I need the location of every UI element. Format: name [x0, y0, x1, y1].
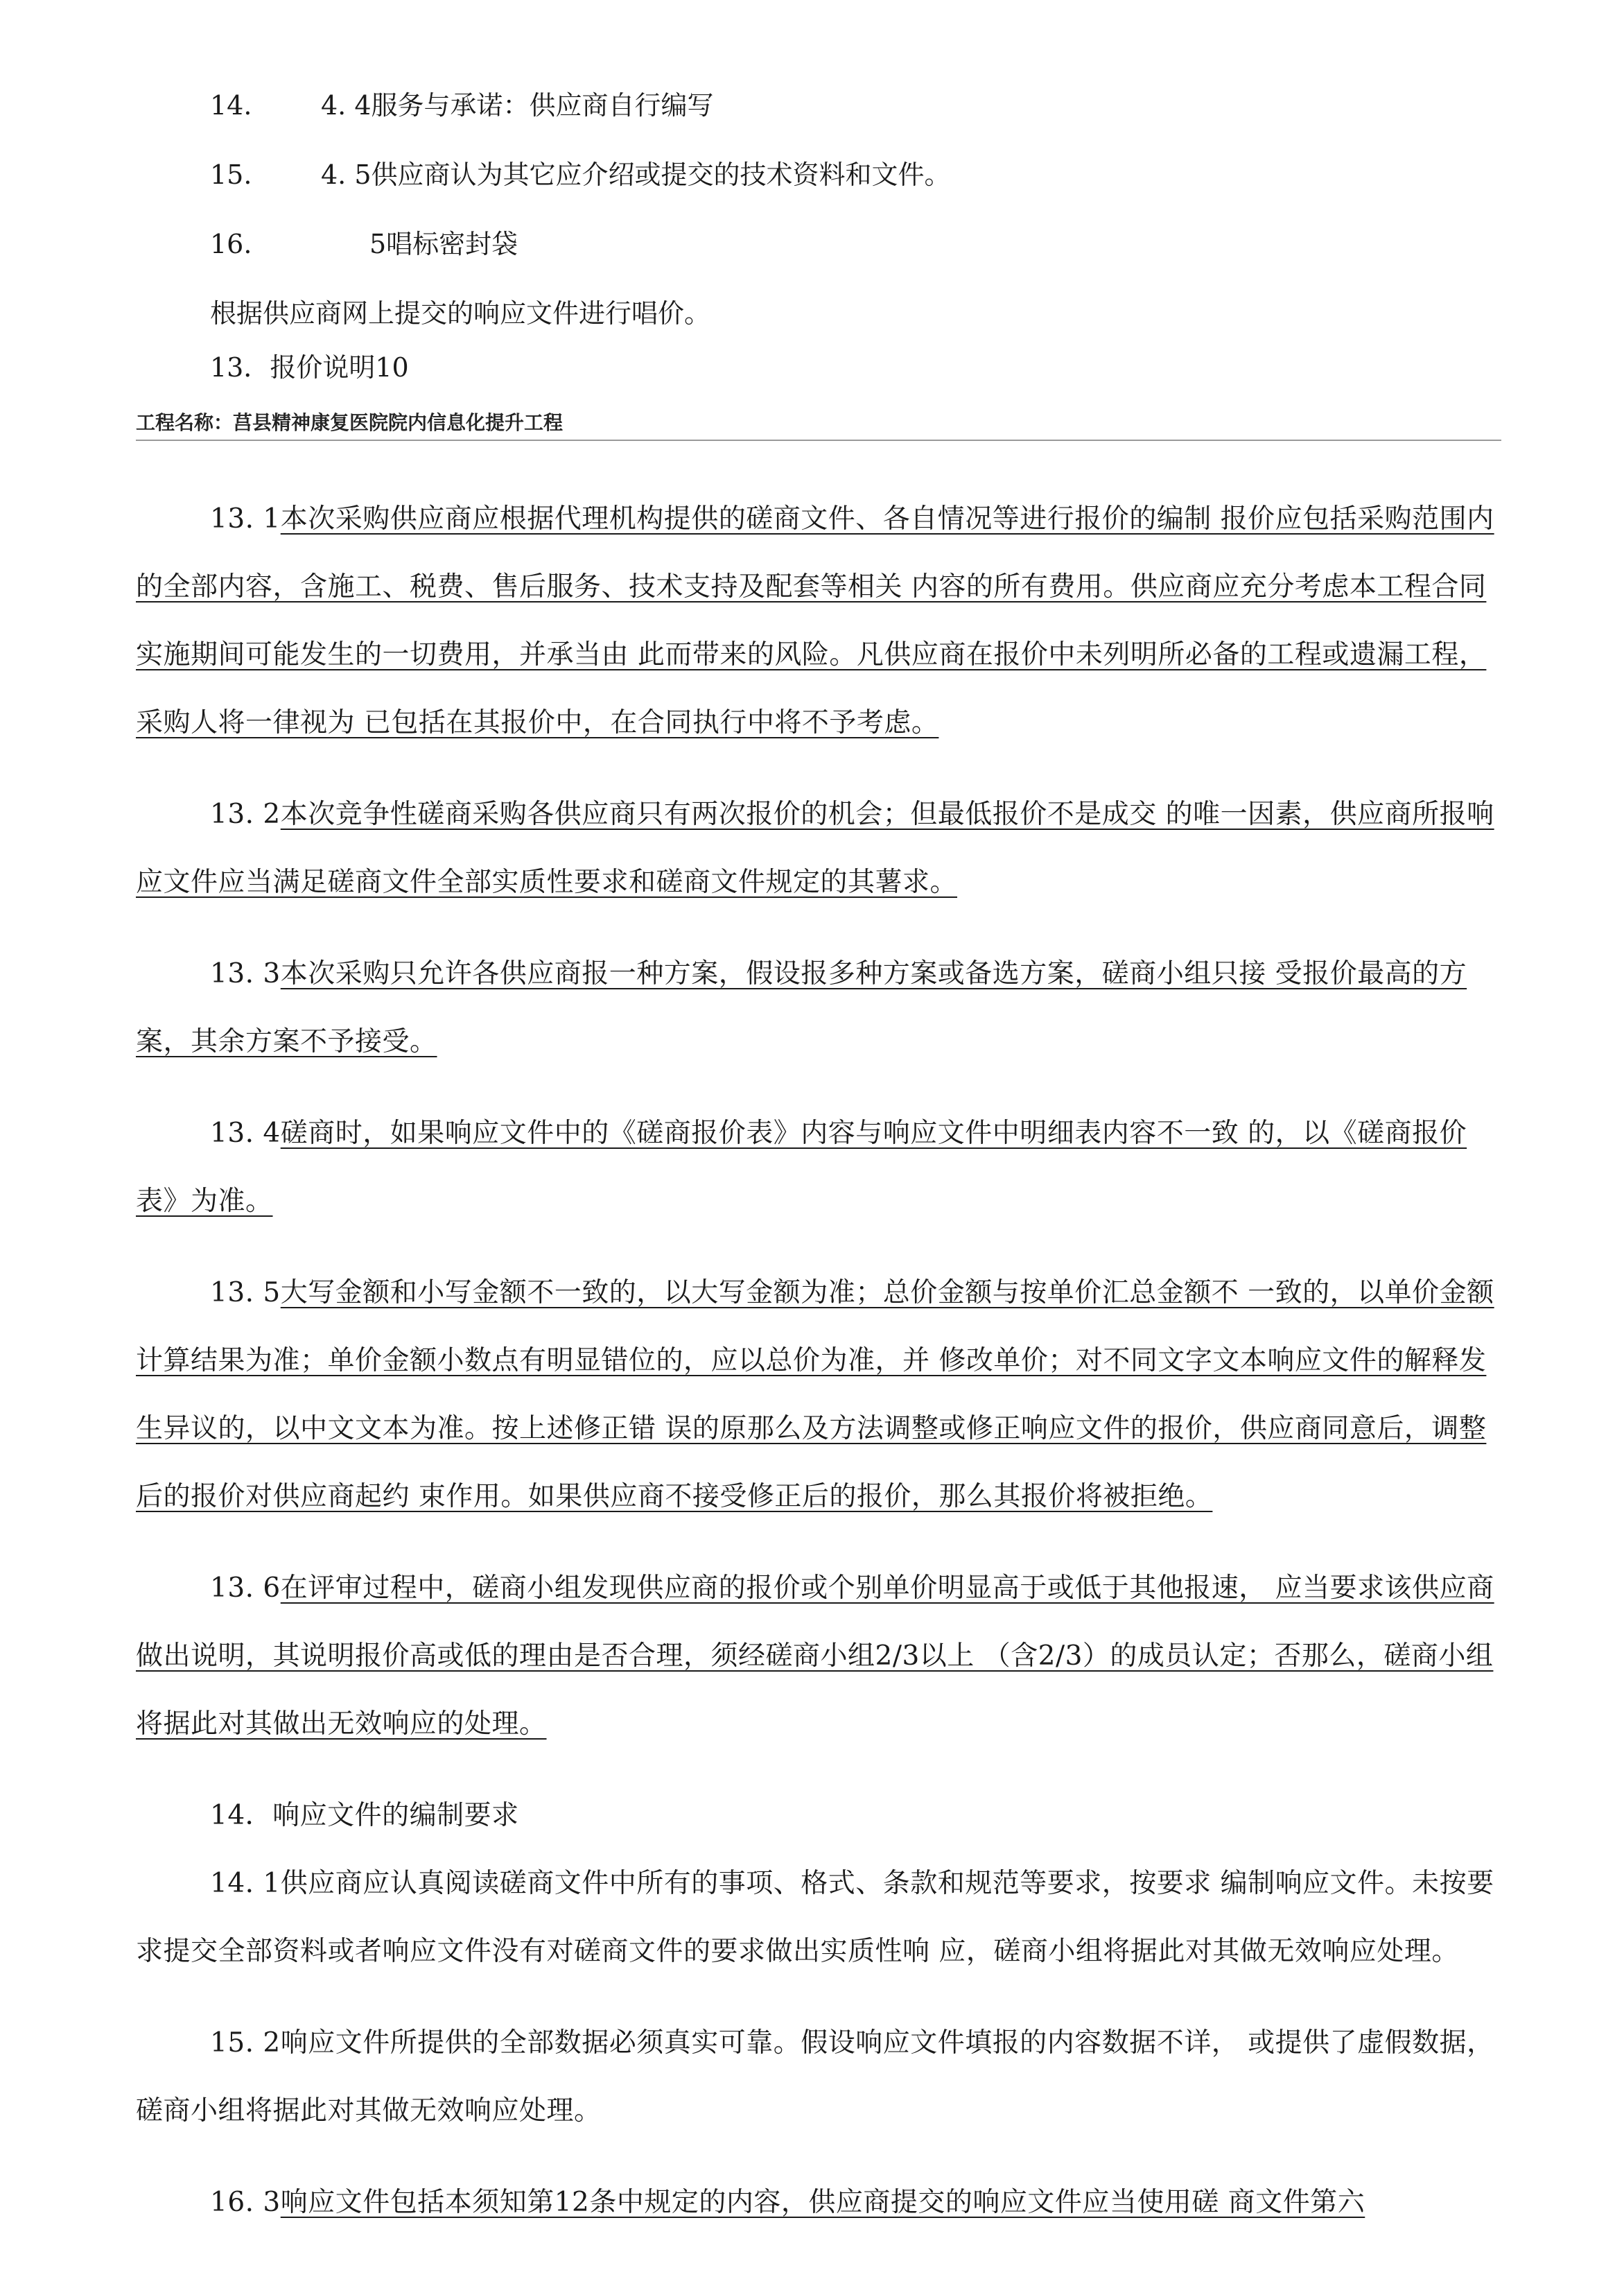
paragraph-16-3: [136, 2169, 1499, 2237]
item-text: 5唱标密封袋: [369, 229, 518, 259]
paragraph-number: 13. 4: [210, 1118, 281, 1149]
paragraph-13-2: [136, 781, 1499, 917]
item-text: 4. 5供应商认为其它应介绍或提交的技术资料和文件。: [321, 159, 951, 190]
paragraph-14-1: [136, 1850, 1499, 1986]
paragraph-number: 13. 2: [210, 799, 281, 830]
price-reading-line: 根据供应商网上提交的响应文件进行唱价。: [210, 298, 711, 329]
paragraph-number: 15. 2: [210, 2027, 281, 2059]
paragraph-text: 大写金额和小写金额不一致的，以大写金额为准；总价金额与按单价汇总金额不 一致的，以单价金额计算结果为准；单价金额小数点有明显错位的，应以总价为准，并 修改单价；对不同文字文本响应文件的解释发生异议的，以中文文本为准。按上述修正错 误的原那么及方法调整或修正响应文件的报价，供应商同意后，调整后的报价对供应商起约 束作用。如果供应商不接受修正后的报价，那么其报价将被拒绝。: [136, 1277, 1494, 1512]
paragraph-text: 供应商应认真阅读磋商文件中所有的事项、格式、条款和规范等要求，按要求 编制响应文件。未按要求提交全部资料或者响应文件没有对磋商文件的要求做出实质性响 应，磋商小组将据此对其做无效响应处理。: [136, 1868, 1494, 1967]
top-list: [210, 83, 1527, 390]
paragraph-number: 16. 3: [210, 2187, 281, 2218]
paragraph-text: 磋商时，如果响应文件中的《磋商报价表》内容与响应文件中明细表内容不一致 的，以《磋商报价表》为准。: [136, 1118, 1467, 1217]
document-header: 工程名称：莒县精神康复医院院内信息化提升工程: [136, 408, 1501, 441]
paragraph-13-5: [136, 1259, 1499, 1531]
section-13-heading: 13．报价说明10: [210, 352, 409, 383]
paragraph-number: 13. 3: [210, 958, 281, 989]
document-body: [136, 485, 1499, 2260]
paragraph-text: 响应文件的编制要求: [272, 1800, 519, 1831]
list-item: [210, 153, 1527, 222]
paragraph-number: 14．: [210, 1800, 273, 1831]
paragraph-13-4: [136, 1100, 1499, 1236]
paragraph-text: 在评审过程中，磋商小组发现供应商的报价或个别单价明显高于或低于其他报速， 应当要求该供应商做出说明，其说明报价高或低的理由是否合理，须经磋商小组2/3以上 （含2/3）的成员认定；否那么，磋商小组将据此对其做出无效响应的处理。: [136, 1572, 1494, 1740]
paragraph-text: 本次竞争性磋商采购各供应商只有两次报价的机会；但最低报价不是成交 的唯一因素，供应商所报响应文件应当满足磋商文件全部实质性要求和磋商文件规定的其薯求。: [136, 799, 1494, 898]
item-number: 15.: [210, 159, 252, 190]
paragraph-number: 14. 1: [210, 1868, 281, 1899]
paragraph-13-6: [136, 1554, 1499, 1758]
paragraph-15-2: [136, 2009, 1499, 2145]
list-item: [210, 83, 1527, 153]
list-item: [210, 222, 1527, 291]
paragraph-13-3: [136, 940, 1499, 1076]
paragraph-13-1: [136, 485, 1499, 757]
item-text: 4. 4服务与承诺：供应商自行编写: [321, 90, 714, 121]
paragraph-number: 13. 6: [210, 1572, 281, 1604]
paragraph-text: 响应文件所提供的全部数据必须真实可靠。假设响应文件填报的内容数据不详， 或提供了虚假数据，磋商小组将据此对其做无效响应处理。: [136, 2027, 1494, 2126]
item-number: 14.: [210, 90, 252, 121]
paragraph-text: 本次采购供应商应根据代理机构提供的磋商文件、各自情况等进行报价的编制 报价应包括采购范围内的全部内容，含施工、税费、售后服务、技术支持及配套等相关 内容的所有费用。供应商应充分考虑本工程合同实施期间可能发生的一切费用，并承当由 此而带来的风险。凡供应商在报价中未列明所必备的工程或遗漏工程，采购人将一律视为 已包括在其报价中，在合同执行中将不予考虑。: [136, 503, 1494, 738]
item-number: 16.: [210, 229, 252, 259]
paragraph-number: 13. 1: [210, 503, 281, 535]
paragraph-text: 本次采购只允许各供应商报一种方案，假设报多种方案或备选方案，磋商小组只接 受报价最高的方案，其余方案不予接受。: [136, 958, 1467, 1057]
paragraph-text: 响应文件包括本须知第12条中规定的内容，供应商提交的响应文件应当使用磋 商文件第六: [280, 2187, 1365, 2218]
section-14-heading: [136, 1782, 1499, 1850]
paragraph-number: 13. 5: [210, 1277, 281, 1308]
